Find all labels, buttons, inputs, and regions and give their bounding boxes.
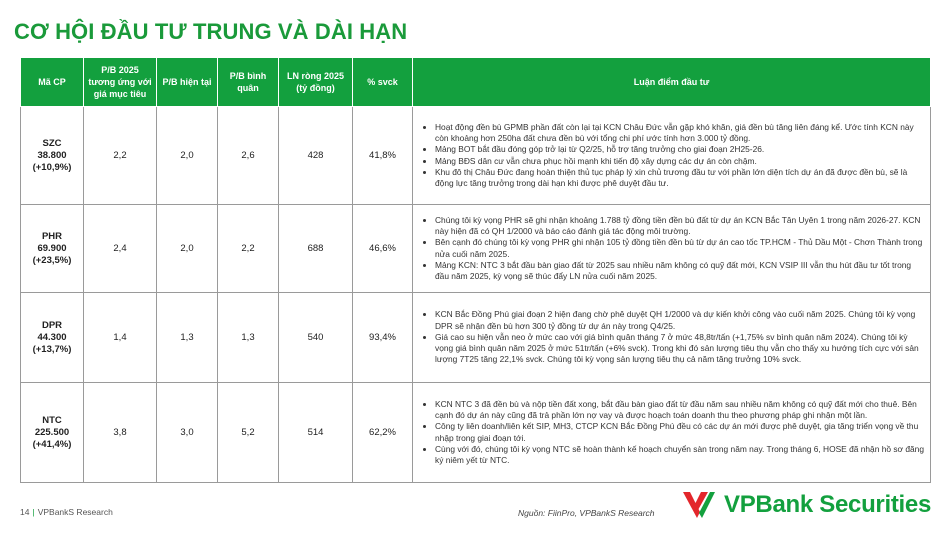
thesis-point: • Chúng tôi kỳ vọng PHR sẽ ghi nhận khoảng 1.788 tỷ đồng tiền đền bù đất từ dự án KCN Bắc Tân Uyên 1 trong năm 2026-27. KCN này hiện đã có QH 1/2000 và báo cáo đánh giá tác động môi trường.	[435, 215, 924, 237]
thesis-cell	[413, 107, 931, 205]
header-investment-thesis: Luận điểm đầu tư	[413, 58, 931, 107]
thesis-point: • Giá cao su hiện vẫn neo ở mức cao với giá bình quân tháng 7 ở mức 48,8tr/tấn (+1,75% sv bình quân năm 2024). Chúng tôi kỳ vọng giá bình quân năm 2025 ở mức 51tr/tấn (+6% svck). Trong khi đó sản lượng tiêu thụ vẫn cho thấy xu hướng tích cực với sản lượng 7T25 tăng 22,1% svck. Chúng tôi kỳ vọng sản lượng tiêu thụ cả năm tăng trưởng 10% svck.	[435, 332, 924, 366]
thesis-point: • Mảng BĐS dân cư vẫn chưa phục hồi mạnh khi tiến độ xây dựng các dự án còn chậm.	[435, 156, 924, 167]
thesis-point: • Mảng BOT bắt đầu đóng góp trở lại từ Q2/25, hỗ trợ tăng trưởng cho giai đoạn 2H25-26.	[435, 144, 924, 155]
yoy-cell: 62,2%	[353, 383, 413, 483]
pb-target-cell: 3,8	[84, 383, 157, 483]
header-pb-current: P/B hiện tại	[157, 58, 218, 107]
yoy-cell: 41,8%	[353, 107, 413, 205]
net-profit-cell: 428	[279, 107, 353, 205]
price-change: (+13,7%)	[32, 343, 72, 355]
price-change: (+10,9%)	[32, 161, 72, 173]
pb-current-cell: 2,0	[157, 205, 218, 293]
net-profit-cell: 514	[279, 383, 353, 483]
header-row	[21, 58, 931, 107]
price: 69.900	[37, 242, 67, 254]
thesis-point: • Công ty liên doanh/liên kết SIP, MH3, CTCP KCN Bắc Đồng Phú đều có các dự án mới được phê duyệt, gia tăng triển vọng về thu nhập trong giai đoạn tới.	[435, 421, 924, 443]
thesis-point: • KCN Bắc Đồng Phú giai đoạn 2 hiện đang chờ phê duyệt QH 1/2000 và dự kiến khởi công vào cuối năm 2025. Chúng tôi kỳ vọng DPR sẽ nhận đền bù hơn 300 tỷ đồng từ dự án này trong Q4/25.	[435, 309, 924, 331]
page-title: CƠ HỘI ĐẦU TƯ TRUNG VÀ DÀI HẠN	[14, 19, 408, 44]
thesis-point: • Hoạt động đền bù GPMB phần đất còn lại tại KCN Châu Đức vẫn gặp khó khăn, giá đền bù tăng liên đáng kể. Ước tính KCN này còn khoảng hơn 250ha đất chưa đền bù với tổng chi phí ước tính hơn 3.000 tỷ đồng.	[435, 122, 924, 144]
brand-name: VPBank Securities	[724, 491, 931, 518]
price: 44.300	[37, 331, 67, 343]
table-row	[21, 293, 931, 383]
table-row	[21, 383, 931, 483]
pb-target-cell: 1,4	[84, 293, 157, 383]
page-footer	[20, 507, 113, 517]
ticker: PHR	[41, 230, 63, 242]
pb-target-cell: 2,4	[84, 205, 157, 293]
yoy-cell: 93,4%	[353, 293, 413, 383]
footer-org: VPBankS Research	[37, 507, 113, 517]
ticker-cell	[21, 293, 84, 383]
header-net-profit: LN ròng 2025 (tỷ đồng)	[279, 58, 353, 107]
ticker-cell	[21, 383, 84, 483]
footer-divider: |	[32, 507, 35, 517]
table-row	[21, 107, 931, 205]
investment-table	[20, 57, 931, 483]
header-yoy: % svck	[353, 58, 413, 107]
pb-average-cell: 1,3	[218, 293, 279, 383]
pb-current-cell: 2,0	[157, 107, 218, 205]
header-pb-target: P/B 2025 tương ứng với giá mục tiêu	[84, 58, 157, 107]
net-profit-cell: 540	[279, 293, 353, 383]
header-ticker: Mã CP	[21, 58, 84, 107]
ticker-cell	[21, 107, 84, 205]
ticker: DPR	[41, 319, 63, 331]
price: 38.800	[37, 149, 67, 161]
thesis-point: • Cùng với đó, chúng tôi kỳ vọng NTC sẽ hoàn thành kế hoạch chuyển sàn trong năm nay. Trong tháng 6, HOSE đã nhận hồ sơ đăng ký niêm yết từ NTC.	[435, 444, 924, 466]
thesis-point: • KCN NTC 3 đã đền bù và nộp tiền đất xong, bắt đầu bàn giao đất từ đầu năm sau nhiều năm không có quỹ đất mới cho thuê. Bên cạnh đó dự án này cũng đã trả phần lớn nợ vay và được hoạch toán doanh thu theo phương pháp ghi nhận một lần.	[435, 399, 924, 421]
ticker-cell	[21, 205, 84, 293]
price: 225.500	[34, 426, 70, 438]
price-change: (+23,5%)	[32, 254, 72, 266]
net-profit-cell: 688	[279, 205, 353, 293]
thesis-point: • Mảng KCN: NTC 3 bắt đầu bàn giao đất từ 2025 sau nhiều năm không có quỹ đất mới, KCN VSIP III vẫn thu hút đầu tư tốt trong đầu năm 2025, kỳ vọng sẽ thúc đẩy LN nửa cuối năm 2025.	[435, 260, 924, 282]
yoy-cell: 46,6%	[353, 205, 413, 293]
thesis-cell	[413, 293, 931, 383]
page-number: 14	[20, 507, 30, 517]
vpbank-logo-icon	[681, 490, 717, 520]
ticker: SZC	[42, 137, 62, 149]
table-row	[21, 205, 931, 293]
thesis-point: • Bên cạnh đó chúng tôi kỳ vọng PHR ghi nhận 105 tỷ đồng tiền đền bù từ dự án cao tốc TP.HCM - Thủ Dầu Một - Chơn Thành trong nửa cuối năm 2025.	[435, 237, 924, 259]
thesis-cell	[413, 383, 931, 483]
pb-average-cell: 2,2	[218, 205, 279, 293]
pb-target-cell: 2,2	[84, 107, 157, 205]
ticker: NTC	[42, 414, 62, 426]
price-change: (+41,4%)	[32, 438, 72, 450]
brand-logo	[681, 490, 931, 520]
pb-average-cell: 2,6	[218, 107, 279, 205]
header-pb-average: P/B bình quân	[218, 58, 279, 107]
pb-current-cell: 3,0	[157, 383, 218, 483]
source-note: Nguồn: FiinPro, VPBankS Research	[518, 508, 655, 518]
pb-current-cell: 1,3	[157, 293, 218, 383]
pb-average-cell: 5,2	[218, 383, 279, 483]
thesis-point: • Khu đô thị Châu Đức đang hoàn thiện thủ tục pháp lý xin chủ trương đầu tư với phần lớn diện tích dự án đã được đền bù, sẽ là động lực tăng trưởng trong dài hạn khi được phê duyệt đầu tư.	[435, 167, 924, 189]
thesis-cell	[413, 205, 931, 293]
